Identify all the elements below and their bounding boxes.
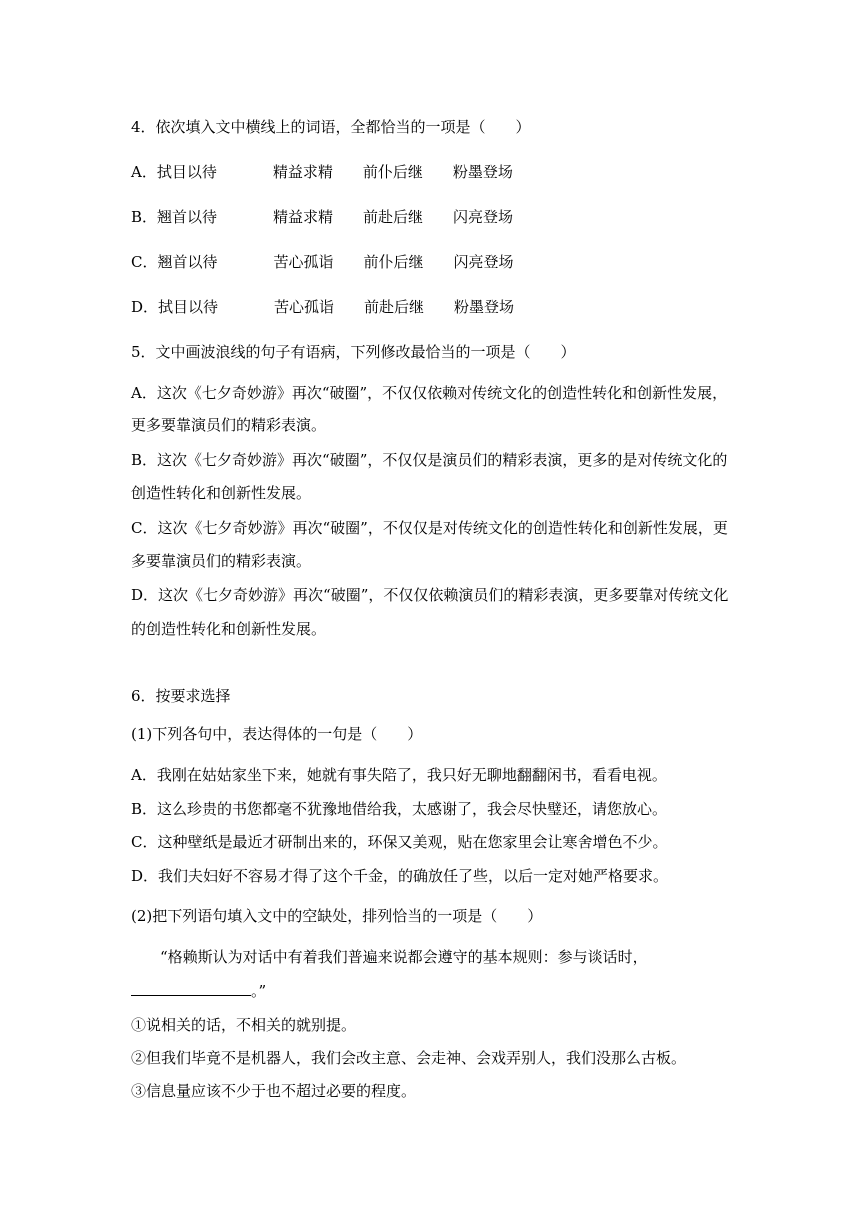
fill-blank — [131, 981, 251, 996]
option-word: 精益求精 — [272, 163, 333, 181]
q4-option-d — [131, 297, 514, 317]
option-word: 粉墨登场 — [452, 163, 513, 181]
option-word: 翘首以待 — [157, 208, 218, 226]
option-word: 前赴后继 — [364, 298, 425, 316]
quote-end: 。” — [251, 982, 267, 1000]
question-4-stem: 4．依次填入文中横线上的词语，全都恰当的一项是（ ） — [131, 118, 531, 136]
q6-sub2-stem: (2)把下列语句填入文中的空缺处，排列恰当的一项是（ ） — [131, 907, 543, 925]
option-word: 苦心孤诣 — [273, 253, 334, 271]
option-word: 前仆后继 — [362, 163, 423, 181]
question-6-stem: 6．按要求选择 — [131, 687, 231, 705]
q6-sub1-option-c: C．这种壁纸是最近才研制出来的，环保又美观，贴在您家里会让寒舍增色不少。 — [131, 833, 668, 851]
q6-sub1-option-a: A．我刚在姑姑家坐下来，她就有事失陪了，我只好无聊地翻翻闲书，看看电视。 — [131, 766, 667, 784]
option-label: A． — [131, 163, 157, 181]
q5-option-d-line2: 的创造性转化和创新性发展。 — [131, 620, 327, 638]
q6-sub1-stem: (1)下列各句中，表达得体的一句是（ ） — [131, 725, 423, 743]
option-word: 闪亮登场 — [453, 208, 514, 226]
q6-sub2-blank-line — [131, 981, 266, 1001]
q6-sub2-quote: “格赖斯认为对话中有着我们普遍来说都会遵守的基本规则：参与谈话时， — [160, 948, 648, 966]
q5-option-b-line1: B．这次《七夕奇妙游》再次“破圈”，不仅仅是演员们的精彩表演，更多的是对传统文化的 — [131, 451, 728, 469]
q5-option-a-line2: 更多要靠演员们的精彩表演。 — [131, 416, 327, 434]
question-5-stem: 5．文中画波浪线的句子有语病，下列修改最恰当的一项是（ ） — [131, 343, 576, 361]
q5-option-a-line1: A．这次《七夕奇妙游》再次“破圈”，不仅仅依赖对传统文化的创造性转化和创新性发展， — [131, 384, 728, 402]
q5-option-d-line1: D．这次《七夕奇妙游》再次“破圈”，不仅仅依赖演员们的精彩表演，更多要靠对传统文化 — [131, 586, 729, 604]
option-word: 精益求精 — [273, 208, 334, 226]
option-word: 苦心孤诣 — [274, 298, 335, 316]
option-word: 拭目以待 — [158, 298, 219, 316]
q5-option-c-line1: C．这次《七夕奇妙游》再次“破圈”，不仅仅是对传统文化的创造性转化和创新性发展，更 — [131, 519, 728, 537]
option-label: C． — [131, 253, 158, 271]
q6-sub2-item-2: ②但我们毕竟不是机器人，我们会改主意、会走神、会戏弄别人，我们没那么古板。 — [131, 1049, 687, 1067]
q4-option-c — [131, 252, 514, 272]
option-word: 拭目以待 — [156, 163, 217, 181]
option-word: 前仆后继 — [363, 253, 424, 271]
q6-sub1-option-d: D．我们夫妇好不容易才得了这个千金，的确放任了些，以后一定对她严格要求。 — [131, 867, 669, 885]
q4-option-b — [131, 207, 513, 227]
q5-option-c-line2: 多要靠演员们的精彩表演。 — [131, 552, 312, 570]
option-word: 闪亮登场 — [453, 253, 514, 271]
q6-sub1-option-b: B．这么珍贵的书您都毫不犹豫地借给我，太感谢了，我会尽快璧还，请您放心。 — [131, 800, 668, 818]
option-word: 翘首以待 — [157, 253, 218, 271]
q4-option-a — [131, 162, 513, 182]
q6-sub2-item-3: ③信息量应该不少于也不超过必要的程度。 — [131, 1082, 417, 1100]
q5-option-b-line2: 创造性转化和创新性发展。 — [131, 484, 312, 502]
option-label: B． — [131, 208, 158, 226]
q6-sub2-item-1: ①说相关的话，不相关的就别提。 — [131, 1016, 357, 1034]
option-word: 前赴后继 — [363, 208, 424, 226]
option-label: D． — [131, 298, 159, 316]
option-word: 粉墨登场 — [454, 298, 515, 316]
